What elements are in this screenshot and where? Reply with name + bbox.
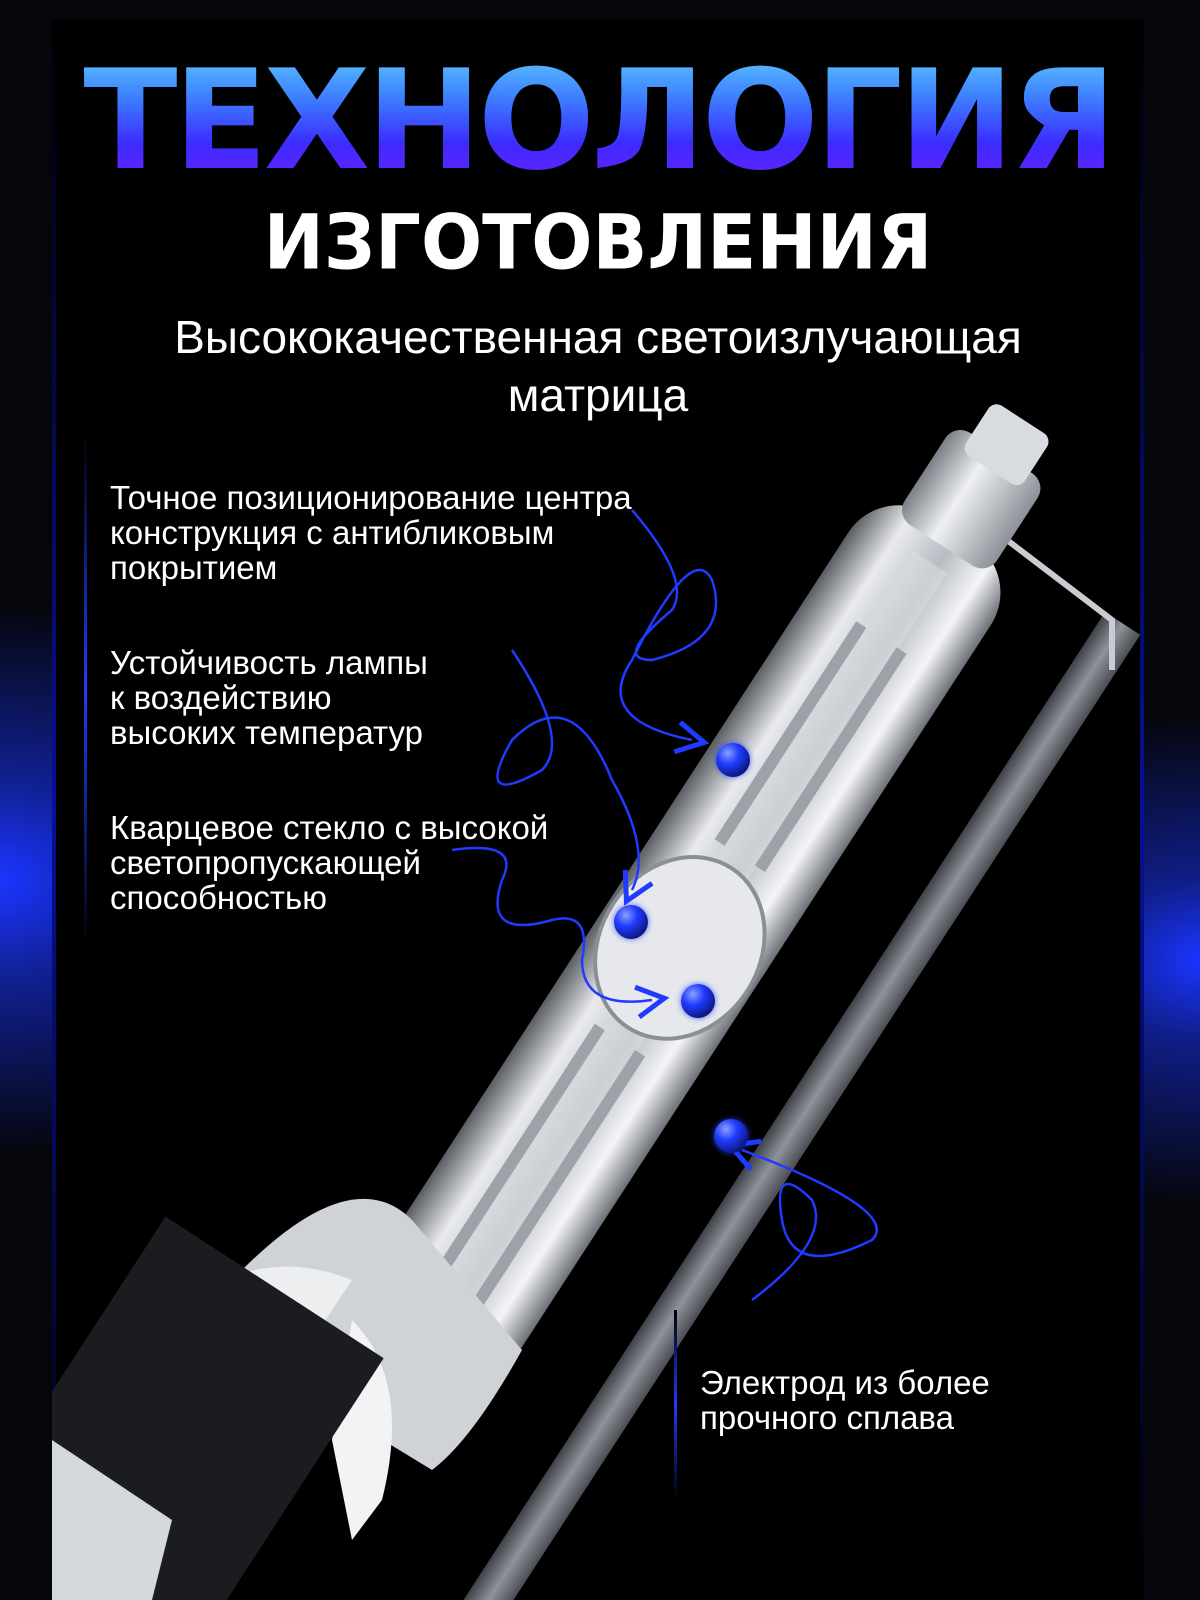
product-card — [52, 20, 1144, 1600]
page-subtitle: ИЗГОТОВЛЕНИЯ — [263, 197, 933, 287]
feature-centering: Точное позиционирование центра конструкция с антибликовым покрытием — [110, 479, 632, 586]
accent-line-left — [84, 430, 87, 950]
marker-dot-icon — [716, 743, 750, 777]
feature-electrode: Электрод из более прочного сплава — [700, 1364, 990, 1436]
marker-dot-icon — [614, 905, 648, 939]
feature-heat-resistance: Устойчивость лампы к воздействию высоких температур — [110, 644, 428, 751]
tagline: Высококачественная светоизлучающая матрица — [174, 311, 1022, 421]
accent-line-bottom — [674, 1310, 677, 1500]
marker-dot-icon — [681, 984, 715, 1018]
marker-dot-icon — [714, 1119, 748, 1153]
feature-quartz-glass: Кварцевое стекло с высокой светопропускающей способностью — [110, 809, 549, 916]
page-title: ТЕХНОЛОГИЯ — [52, 46, 1144, 196]
